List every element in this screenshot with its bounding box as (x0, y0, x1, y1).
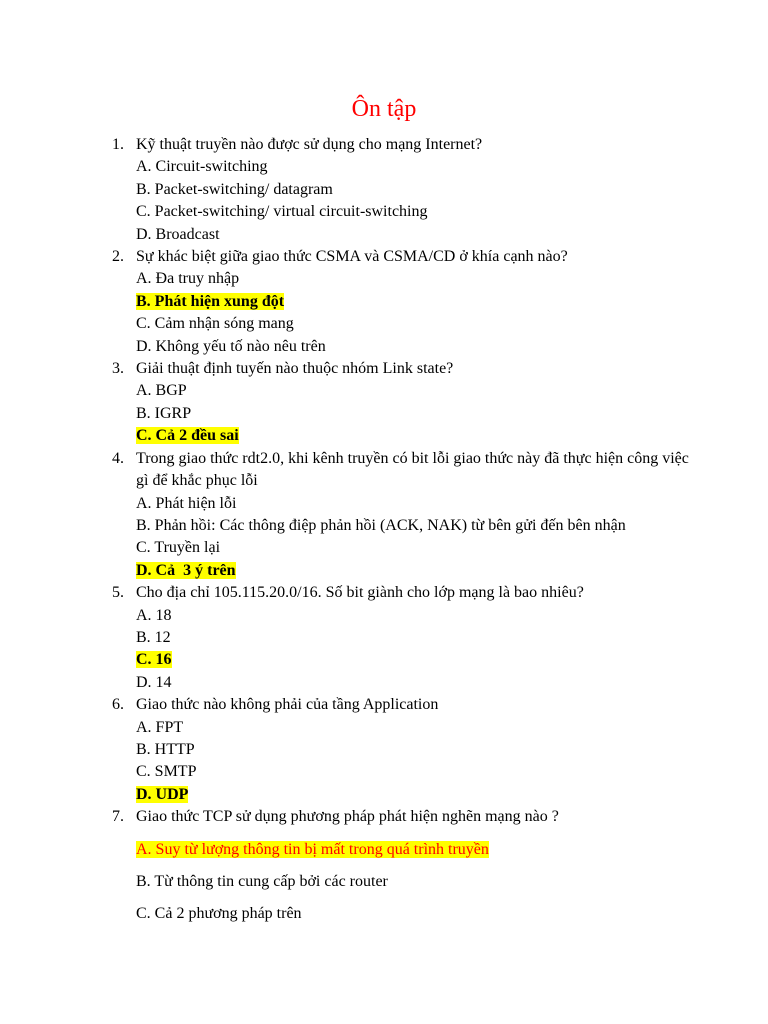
question-number: 2. (112, 248, 124, 266)
answer-text-highlighted: A. Suy từ lượng thông tin bị mất trong quá trình truyền (136, 840, 489, 858)
question-text: Kỹ thuật truyền nào được sử dụng cho mạng Internet? (136, 136, 483, 153)
answer-option (136, 201, 768, 223)
answer-text: A. Circuit-switching (136, 158, 268, 176)
answer-text: B. HTTP (136, 740, 195, 758)
answer-text: A. Đa truy nhập (136, 270, 240, 288)
question-5 (0, 582, 768, 694)
answer-text: B. 12 (136, 628, 171, 646)
answer-text: C. Truyền lại (136, 539, 221, 557)
answer-text: A. Phát hiện lỗi (136, 494, 237, 512)
answer-option (136, 380, 768, 402)
answer-option (136, 224, 768, 246)
question-text: Giao thức TCP sử dụng phương pháp phát hiện nghẽn mạng nào ? (136, 808, 559, 826)
answer-text-highlighted: B. Phát hiện xung đột (136, 292, 285, 310)
answer-text: A. BGP (136, 382, 187, 400)
question-4 (0, 448, 768, 582)
answer-option (136, 761, 768, 783)
answer-option (136, 717, 768, 739)
answer-option (136, 336, 768, 358)
answer-option (136, 605, 768, 627)
answer-text: D. 14 (136, 673, 172, 691)
answer-text-highlighted: C. Cả 2 đều sai (136, 427, 239, 445)
answer-option (136, 515, 768, 537)
answer-option-correct (136, 291, 768, 313)
question-text: Cho địa chỉ 105.115.20.0/16. Số bit giành cho lớp mạng là bao nhiêu? (136, 584, 584, 602)
answer-option (136, 739, 768, 761)
answer-option (136, 156, 768, 178)
question-text: Giao thức nào không phải của tầng Application (136, 696, 439, 714)
answer-option (136, 627, 768, 649)
answer-text-highlighted: D. UDP (136, 785, 189, 803)
question-text: Trong giao thức rdt2.0, khi kênh truyền có bit lỗi giao thức này đã thực hiện công việc gì để khắc phục lỗi (136, 449, 689, 490)
answer-text: C. SMTP (136, 763, 197, 781)
answer-option (136, 903, 768, 925)
question-number: 1. (112, 136, 124, 153)
answer-text: D. Không yếu tố nào nêu trên (136, 337, 326, 355)
question-number: 7. (112, 808, 124, 826)
answer-text: C. Cả 2 phương pháp trên (136, 905, 302, 923)
question-2 (0, 246, 768, 358)
question-text: Sự khác biệt giữa giao thức CSMA và CSMA/CD ở khía cạnh nào? (136, 248, 568, 266)
question-list (0, 134, 768, 936)
answer-option-correct (136, 560, 768, 582)
answer-option (136, 403, 768, 425)
answer-option (136, 871, 768, 893)
answer-text: A. 18 (136, 606, 172, 624)
answer-text: C. Cảm nhận sóng mang (136, 315, 294, 333)
answer-option (136, 268, 768, 290)
answer-option-correct (136, 425, 768, 447)
answer-option-correct (136, 649, 768, 671)
question-text: Giải thuật định tuyến nào thuộc nhóm Link state? (136, 360, 454, 378)
answer-text: B. Phản hồi: Các thông điệp phản hồi (ACK, NAK) từ bên gửi đến bên nhận (136, 516, 626, 534)
question-number: 5. (112, 584, 124, 602)
answer-option (136, 672, 768, 694)
question-3 (0, 358, 768, 448)
question-number: 6. (112, 696, 124, 714)
question-number: 3. (112, 360, 124, 378)
answer-text: A. FPT (136, 718, 184, 736)
answer-option-correct (136, 784, 768, 806)
answer-text-highlighted: D. Cả 3 ý trên (136, 561, 236, 579)
question-7 (0, 806, 768, 926)
answer-option (136, 179, 768, 201)
answer-option (136, 493, 768, 515)
answer-text: B. IGRP (136, 404, 192, 422)
page-title: Ôn tập (351, 96, 417, 122)
answer-text: B. Packet-switching/ datagram (136, 180, 333, 198)
question-6 (0, 694, 768, 806)
answer-option (136, 537, 768, 559)
answer-option-correct (136, 839, 768, 861)
question-number: 4. (112, 449, 124, 467)
question-1 (0, 134, 768, 246)
answer-text: D. Broadcast (136, 225, 220, 243)
answer-text: B. Từ thông tin cung cấp bởi các router (136, 873, 388, 890)
answer-text-highlighted: C. 16 (136, 651, 172, 669)
answer-option (136, 313, 768, 335)
answer-text: C. Packet-switching/ virtual circuit-switching (136, 203, 428, 221)
